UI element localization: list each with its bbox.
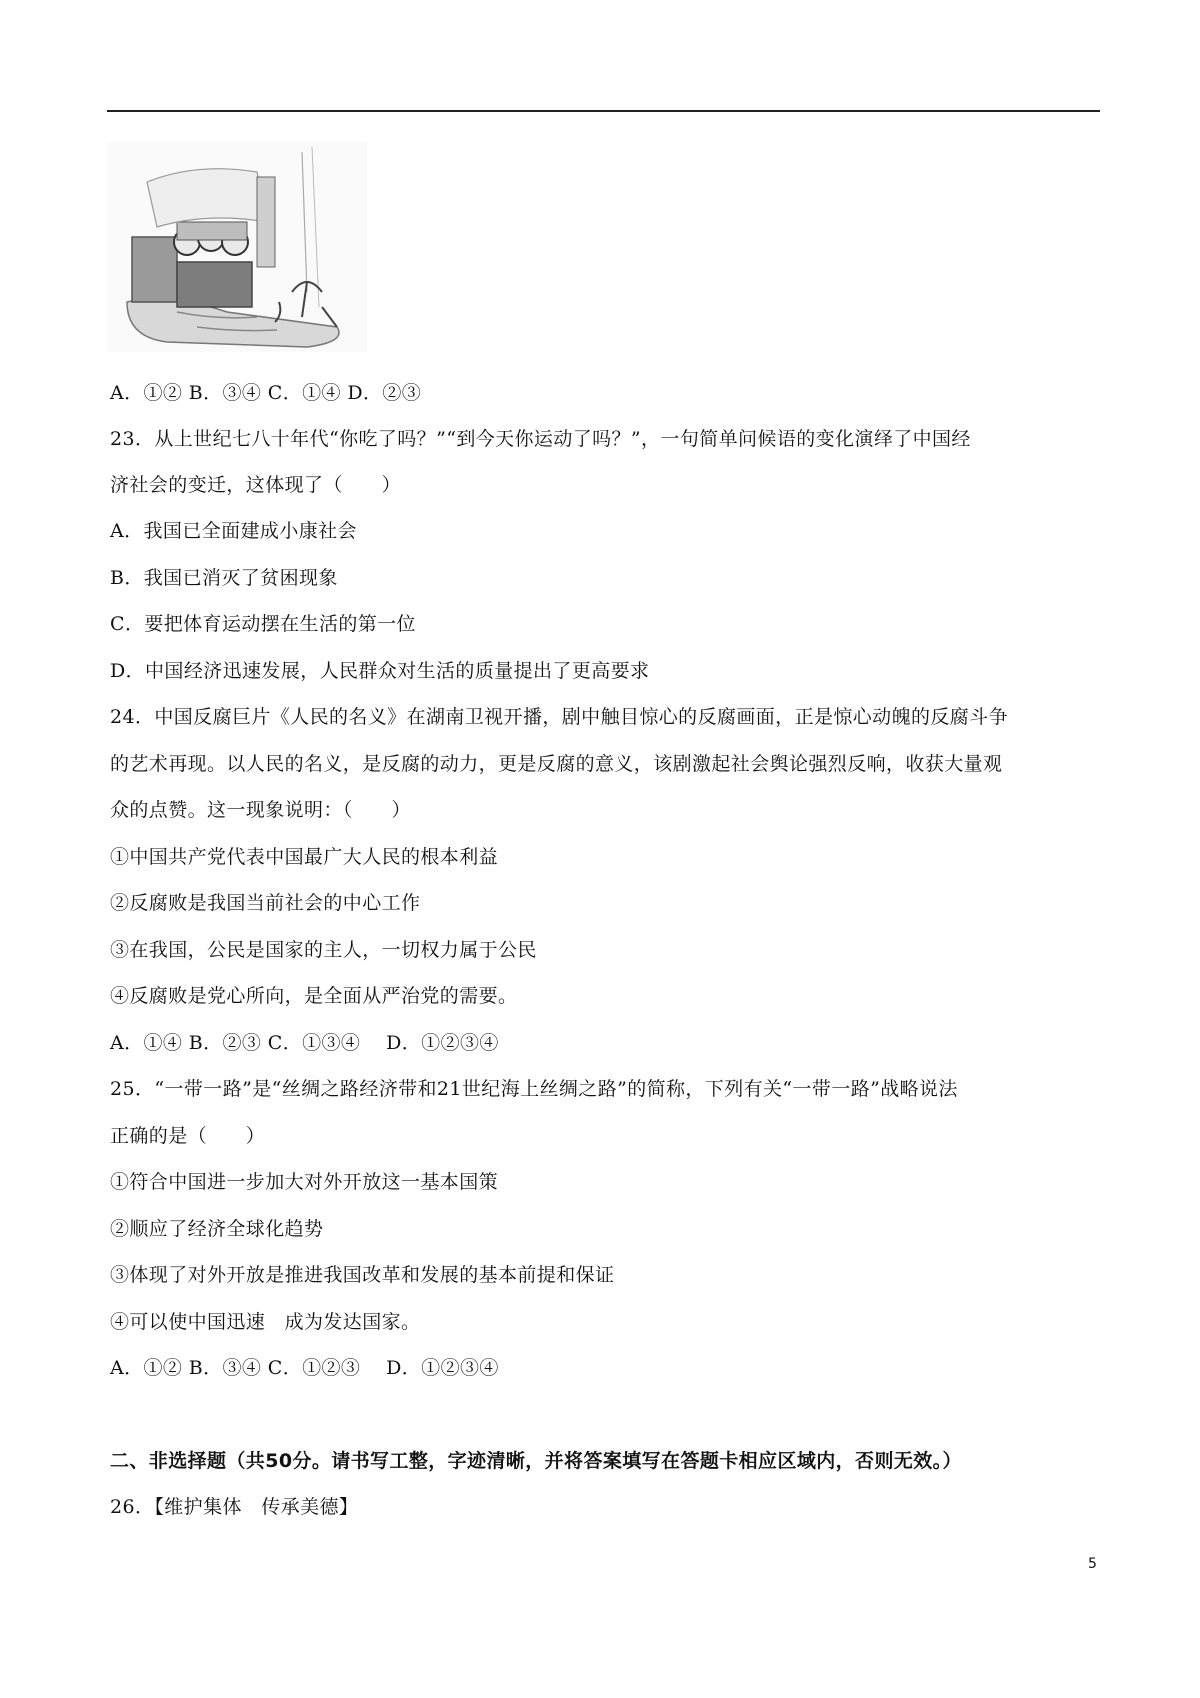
q25-item-2: ②顺应了经济全球化趋势	[110, 1218, 324, 1240]
q25-stem-line1: 25．“一带一路”是“丝绸之路经济带和21世纪海上丝绸之路”的简称，下列有关“一带一路”战略说法	[110, 1078, 958, 1100]
q24-stem-line1: 24．中国反腐巨片《人民的名义》在湖南卫视开播，剧中触目惊心的反腐画面，正是惊心动魄的反腐斗争	[110, 706, 1008, 728]
section2-title: 二、非选择题（共50分。请书写工整，字迹清晰，并将答案填写在答题卡相应区域内，否则无效。）	[110, 1450, 962, 1472]
q23-stem-line1: 23．从上世纪七八十年代“你吃了吗？”“到今天你运动了吗？”，一句简单问候语的变化演绎了中国经	[110, 428, 971, 450]
q24-stem-line2: 的艺术再现。以人民的名义，是反腐的动力，更是反腐的意义，该剧激起社会舆论强烈反响，收获大量观	[110, 753, 1003, 775]
q25-item-4: ④可以使中国迅速 成为发达国家。	[110, 1311, 421, 1333]
q24-item-4: ④反腐败是党心所向，是全面从严治党的需要。	[110, 985, 518, 1007]
cartoon-illustration	[107, 142, 367, 352]
q25-stem-line2: 正确的是（ ）	[110, 1125, 266, 1147]
q26-title: 26．【维护集体 传承美德】	[110, 1496, 359, 1518]
q23-stem-line2: 济社会的变迁，这体现了（ ）	[110, 474, 402, 496]
q23-option-d: D．中国经济迅速发展，人民群众对生活的质量提出了更高要求	[110, 660, 650, 682]
q24-item-3: ③在我国，公民是国家的主人，一切权力属于公民	[110, 939, 537, 961]
q23-option-a: A．我国已全面建成小康社会	[110, 520, 357, 542]
q25-options: A．①② B．③④ C．①②③ D．①②③④	[110, 1357, 499, 1379]
q24-item-1: ①中国共产党代表中国最广大人民的根本利益	[110, 846, 499, 868]
page-number: 5	[1088, 1556, 1097, 1572]
q23-option-b: B．我国已消灭了贫困现象	[110, 567, 338, 589]
header-rule	[107, 110, 1100, 112]
q24-item-2: ②反腐败是我国当前社会的中心工作	[110, 892, 421, 914]
q24-options: A．①④ B．②③ C．①③④ D．①②③④	[110, 1032, 499, 1054]
q25-item-1: ①符合中国进一步加大对外开放这一基本国策	[110, 1171, 499, 1193]
q25-item-3: ③体现了对外开放是推进我国改革和发展的基本前提和保证	[110, 1264, 615, 1286]
q24-stem-line3: 众的点赞。这一现象说明：（ ）	[110, 799, 411, 821]
q23-option-c: C．要把体育运动摆在生活的第一位	[110, 613, 416, 635]
q22-options: A．①② B．③④ C．①④ D．②③	[110, 382, 422, 404]
